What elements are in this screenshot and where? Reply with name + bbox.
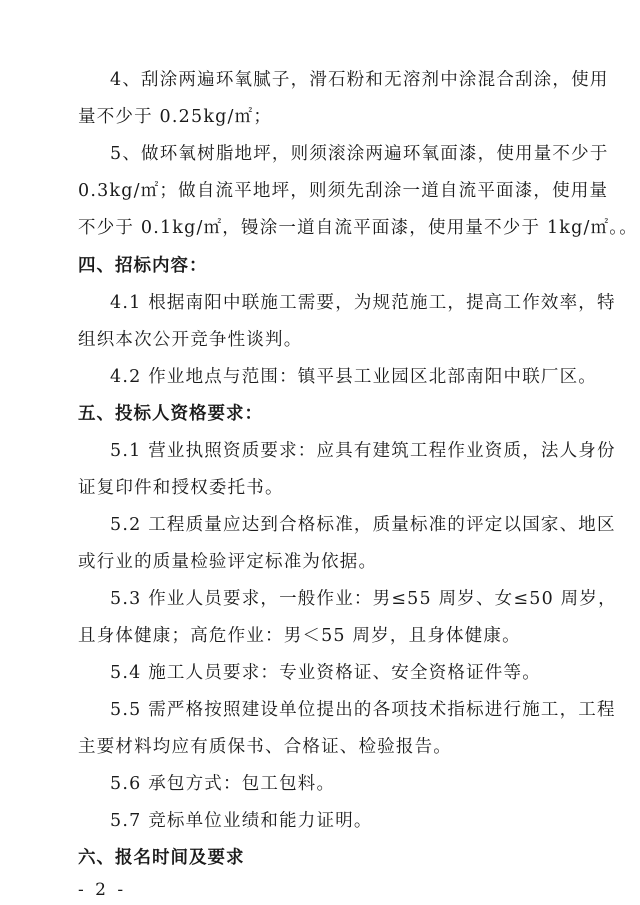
item-4-1-line-1: 4.1 根据南阳中联施工需要，为规范施工，提高工作效率，特 [110,293,616,313]
item-5-1-line-2: 证复印件和授权委托书。 [78,478,284,498]
section-heading-5: 五、投标人资格要求： [78,404,263,424]
paragraph-4-line-2: 量不少于 0.25kg/㎡； [78,107,273,127]
item-4-1-line-2: 组织本次公开竞争性谈判。 [78,330,303,350]
section-heading-6: 六、报名时间及要求 [78,848,245,868]
item-5-5-line-2: 主要材料均应有质保书、合格证、检验报告。 [78,737,452,757]
item-5-7: 5.7 竞标单位业绩和能力证明。 [110,811,373,831]
paragraph-5-line-2: 0.3kg/㎡；做自流平地坪，则须先刮涂一道自流平面漆，使用量 [78,181,609,201]
page-number: - 2 - [78,880,127,900]
item-5-2-line-2: 或行业的质量检验评定标准为依据。 [78,552,378,572]
section-heading-4: 四、招标内容： [78,256,208,276]
item-5-3-line-2: 且身体健康；高危作业：男＜55 周岁，且身体健康。 [78,626,521,646]
item-5-6: 5.6 承包方式：包工包料。 [110,774,336,794]
item-5-4: 5.4 施工人员要求：专业资格证、安全资格证件等。 [110,663,541,683]
item-4-2: 4.2 作业地点与范围：镇平县工业园区北部南阳中联厂区。 [110,367,597,387]
item-5-1-line-1: 5.1 营业执照资质要求：应具有建筑工程作业资质，法人身份 [110,441,616,461]
paragraph-5-line-3: 不少于 0.1kg/㎡，镘涂一道自流平面漆，使用量不少于 1kg/㎡。。 [78,218,638,238]
paragraph-5-line-1: 5、做环氧树脂地坪，则须滚涂两遍环氧面漆，使用量不少于 [110,144,609,164]
item-5-2-line-1: 5.2 工程质量应达到合格标准，质量标准的评定以国家、地区 [110,515,616,535]
item-5-3-line-1: 5.3 作业人员要求，一般作业：男≤55 周岁、女≤50 周岁， [110,589,617,609]
item-5-5-line-1: 5.5 需严格按照建设单位提出的各项技术指标进行施工，工程 [110,700,616,720]
paragraph-4-line-1: 4、刮涂两遍环氧腻子，滑石粉和无溶剂中涂混合刮涂，使用 [110,70,609,90]
